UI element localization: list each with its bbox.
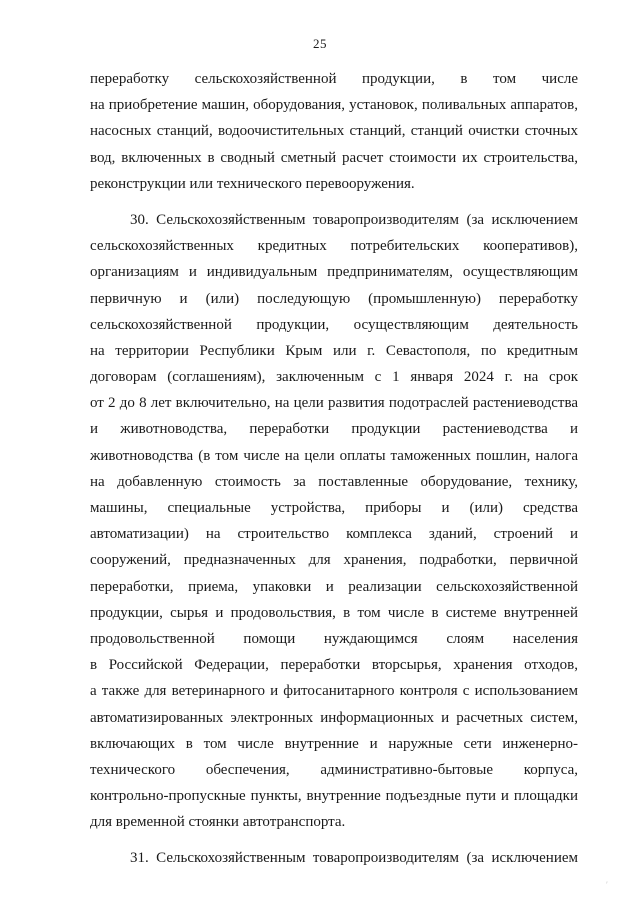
text-line: на территории Республики Крым или г. Севастополя, по кредитным — [90, 342, 578, 359]
text-line: первичную и (или) последующую (промышленную) переработку — [90, 290, 578, 307]
text-line: животноводства (в том числе на цели оплаты таможенных пошлин, налога — [90, 447, 578, 464]
paragraph-continuation — [90, 66, 578, 197]
page-number: 25 — [313, 36, 327, 51]
text-line: контрольно-пропускные пункты, внутренние подъездные пути и площадки — [90, 788, 578, 805]
text-line: автоматизации) на строительство комплекса зданий, строений и — [90, 526, 578, 543]
text-line: на добавленную стоимость за поставленные оборудование, технику, — [90, 473, 578, 490]
text-line: на приобретение машин, оборудования, установок, поливальных аппаратов, — [90, 97, 578, 114]
text-line: договорам (соглашениям), заключенным с 1 января 2024 г. на срок — [90, 369, 578, 386]
text-line: сооружений, предназначенных для хранения, подработки, первичной — [90, 552, 578, 569]
text-line: в Российской Федерации, переработки вторсырья, хранения отходов, — [90, 657, 578, 674]
text-line: от 2 до 8 лет включительно, на цели развития подотраслей растениеводства — [90, 395, 578, 412]
text-line: переработку сельскохозяйственной продукции, в том числе — [90, 71, 578, 87]
text-line: организациям и индивидуальным предпринимателям, осуществляющим — [90, 264, 578, 281]
paragraph-gap — [90, 197, 578, 207]
text-line: 31. Сельскохозяйственным товаропроизводителям (за исключением — [130, 850, 578, 867]
text-line: вод, включенных в сводный сметный расчет стоимости их строительства, — [90, 149, 578, 166]
text-line: а также для ветеринарного и фитосанитарного контроля с использованием — [90, 683, 578, 700]
text-line: продукции, сырья и продовольствия, в том числе в системе внутренней — [90, 604, 578, 621]
paragraph-gap — [90, 835, 578, 845]
text-line: для временной стоянки автотранспорта. — [90, 814, 346, 831]
text-line: сельскохозяйственной продукции, осуществляющим деятельность — [90, 316, 578, 333]
text-line: сельскохозяйственных кредитных потребительских кооперативов), — [90, 238, 578, 255]
text-line: и животноводства, переработки продукции растениеводства и — [90, 421, 578, 438]
paragraph-30 — [90, 207, 578, 836]
text-line: автоматизированных электронных информационных и расчетных систем, — [90, 709, 578, 726]
text-line: 30. Сельскохозяйственным товаропроизводителям (за исключением — [130, 211, 578, 228]
scan-artifact: ′ — [606, 880, 608, 890]
text-line: продовольственной помощи нуждающимся слоям населения — [90, 630, 578, 647]
document-body — [90, 66, 578, 872]
text-line: насосных станций, водоочистительных станций, станций очистки сточных — [90, 123, 578, 140]
text-line: включающих в том числе внутренние и наружные сети инженерно- — [90, 735, 578, 752]
text-line: переработки, приема, упаковки и реализации сельскохозяйственной — [90, 578, 578, 595]
paragraph-31 — [90, 845, 578, 871]
text-line: технического обеспечения, административно-бытовые корпуса, — [90, 761, 578, 778]
text-line: машины, специальные устройства, приборы и (или) средства — [90, 500, 578, 516]
text-line: реконструкции или технического перевооружения. — [90, 175, 415, 192]
